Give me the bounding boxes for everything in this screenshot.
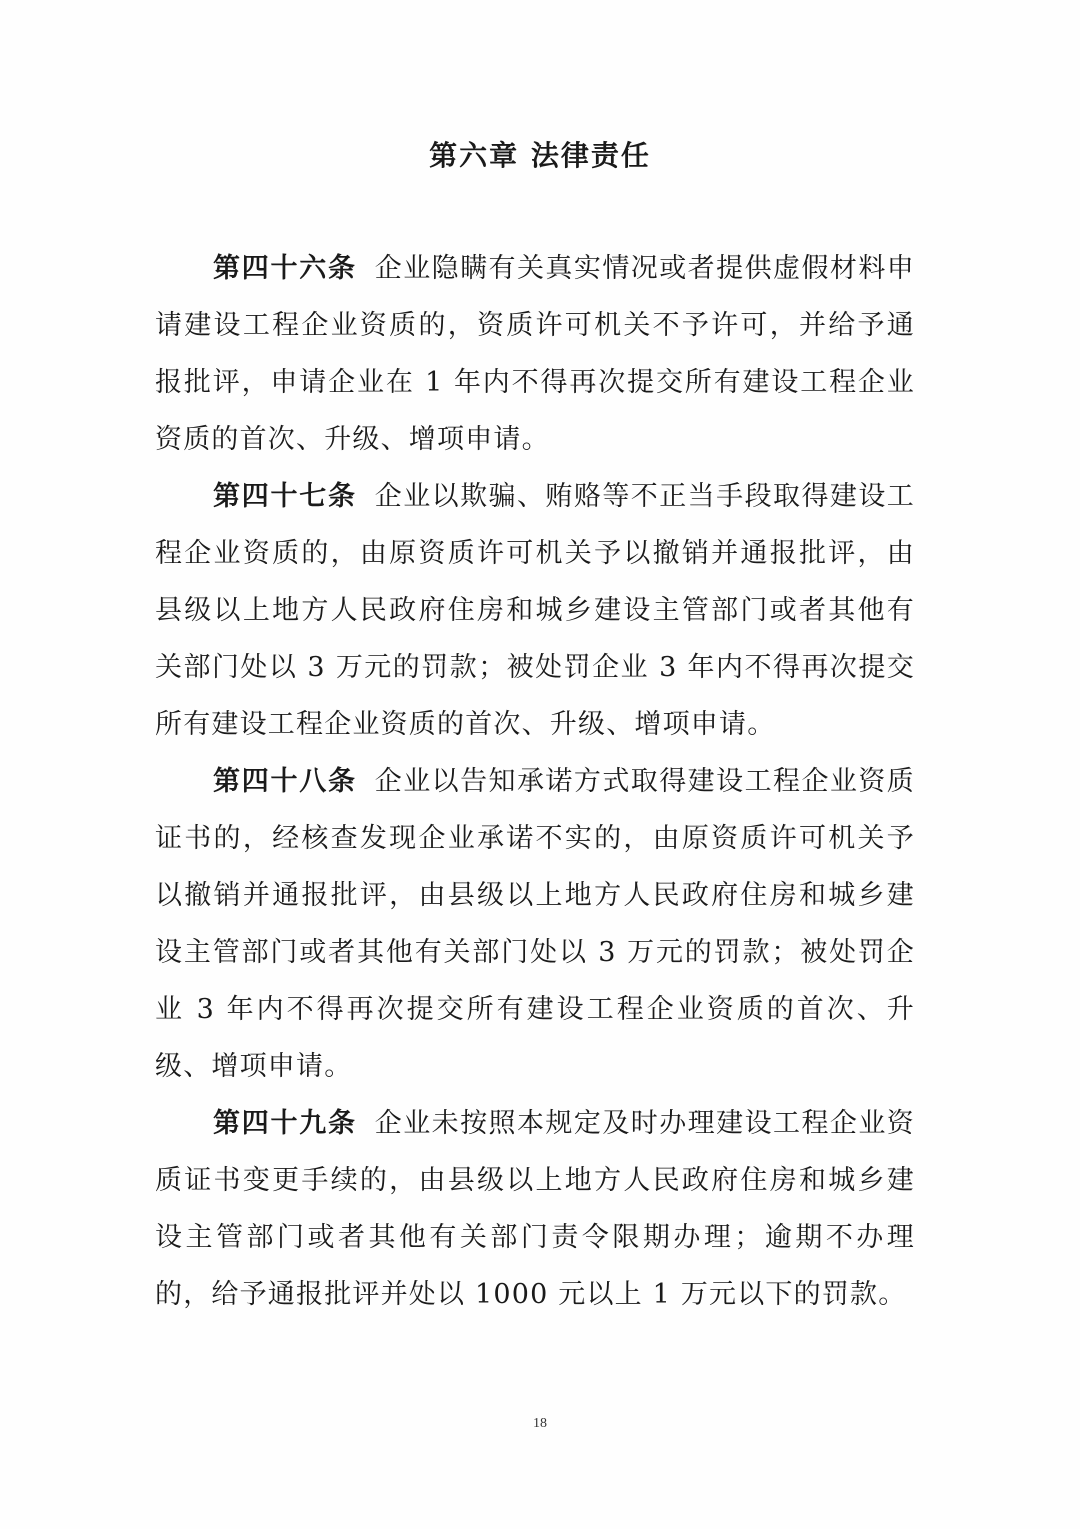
article-text: 企业未按照本规定及时办理建设工程企业资质证书变更手续的，由县级以上地方人民政府住房和城乡建设主管部门或者其他有关部门责令限期办理；逾期不办理的，给予通报批评并处以 1000 元以上 1 万元以下的罚款。	[155, 1108, 916, 1310]
article-number: 第四十六条	[213, 253, 357, 284]
document-body	[155, 240, 915, 1323]
article-46	[155, 240, 915, 468]
article-text: 企业以告知承诺方式取得建设工程企业资质证书的，经核查发现企业承诺不实的，由原资质许可机关予以撤销并通报批评，由县级以上地方人民政府住房和城乡建设主管部门或者其他有关部门处以 3 万元的罚款；被处罚企业 3 年内不得再次提交所有建设工程企业资质的首次、升级、增项申请。	[155, 766, 916, 1082]
chapter-title: 第六章 法律责任	[429, 139, 651, 172]
article-number: 第四十八条	[213, 766, 357, 797]
article-number: 第四十七条	[213, 481, 357, 512]
article-number: 第四十九条	[213, 1108, 357, 1139]
article-49	[155, 1095, 915, 1323]
article-text: 企业隐瞒有关真实情况或者提供虚假材料申请建设工程企业资质的，资质许可机关不予许可，并给予通报批评，申请企业在 1 年内不得再次提交所有建设工程企业资质的首次、升级、增项申请。	[155, 253, 916, 455]
page-number: 18	[533, 1416, 547, 1431]
article-48	[155, 753, 915, 1095]
article-47	[155, 468, 915, 753]
article-text: 企业以欺骗、贿赂等不正当手段取得建设工程企业资质的，由原资质许可机关予以撤销并通报批评，由县级以上地方人民政府住房和城乡建设主管部门或者其他有关部门处以 3 万元的罚款；被处罚企业 3 年内不得再次提交所有建设工程企业资质的首次、升级、增项申请。	[155, 481, 916, 740]
